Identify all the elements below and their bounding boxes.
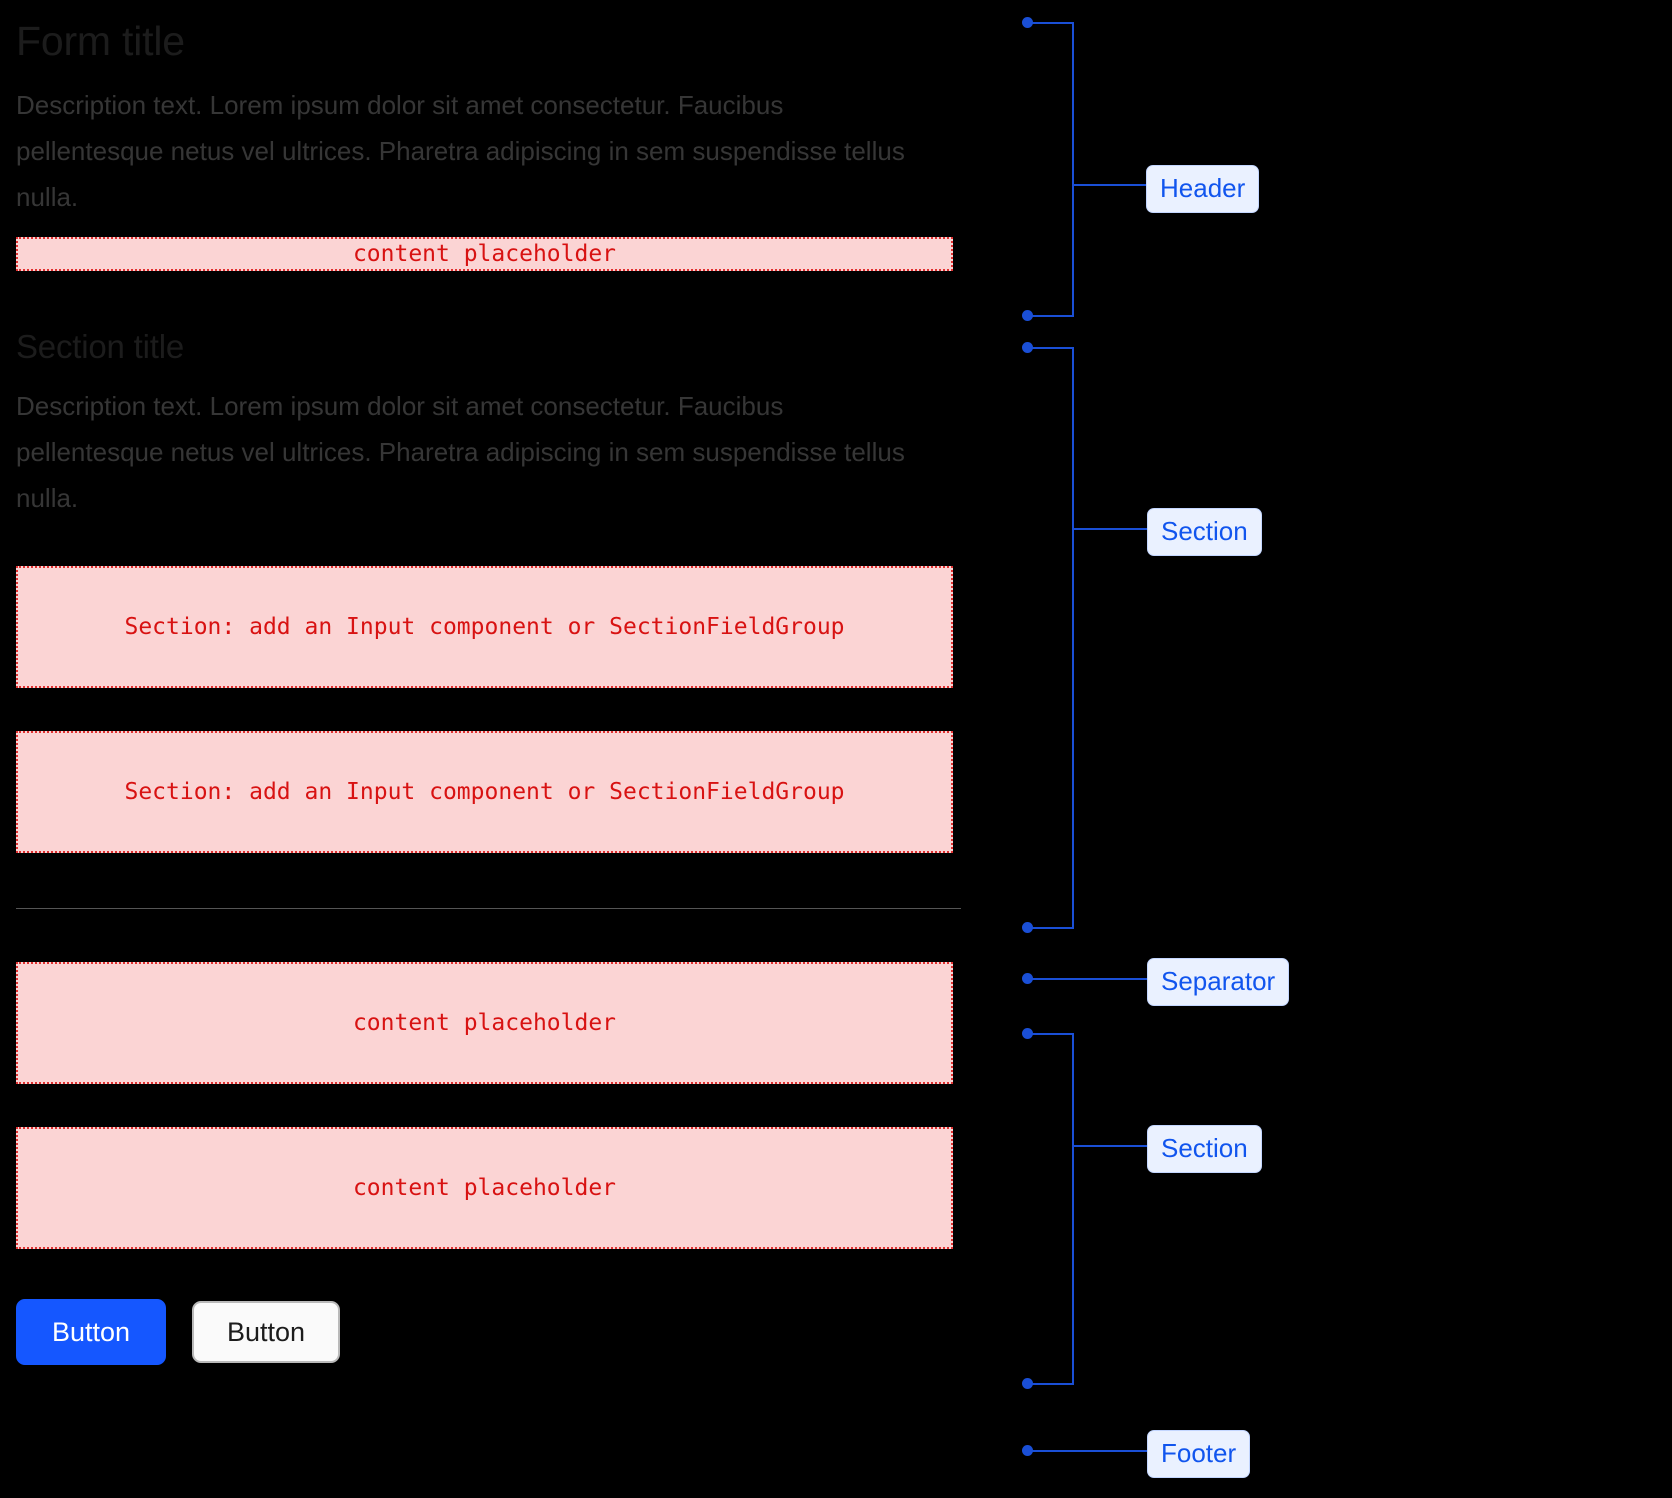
form-header-description: Description text. Lorem ipsum dolor sit amet consectetur. Faucibus pellentesque netus vel ultrices. Pharetra adipiscing in sem suspendisse tellus nulla.	[16, 90, 905, 212]
section-two-bracket-bottom-arm	[1028, 1383, 1074, 1385]
header-bracket-stem	[1072, 184, 1148, 186]
footer-callout-stem	[1028, 1450, 1148, 1452]
section-title: Section title	[16, 328, 184, 365]
section-one-placeholder-1: Section: add an Input component or SectionFieldGroup	[16, 566, 953, 688]
section-two-bracket-top-arm	[1028, 1033, 1074, 1035]
section-one-bracket-spine	[1072, 347, 1074, 929]
header-bracket-spine	[1072, 22, 1074, 317]
header-bracket-bottom-arm	[1028, 315, 1074, 317]
separator	[16, 908, 961, 909]
section-one-description: Description text. Lorem ipsum dolor sit amet consectetur. Faucibus pellentesque netus vel ultrices. Pharetra adipiscing in sem suspendisse tellus nulla.	[16, 391, 905, 513]
section-one-placeholder-2: Section: add an Input component or SectionFieldGroup	[16, 731, 953, 853]
secondary-button[interactable]: Button	[192, 1301, 340, 1363]
primary-button[interactable]: Button	[16, 1299, 166, 1365]
section-one-bracket-bottom-arm	[1028, 927, 1074, 929]
form-footer	[16, 1299, 1016, 1365]
section-one-bracket-top-arm	[1028, 347, 1074, 349]
section-two-placeholder-2: content placeholder	[16, 1127, 953, 1249]
form-section-two	[16, 962, 1016, 1249]
callout-separator: Separator	[1147, 958, 1289, 1006]
separator-callout-stem	[1028, 978, 1148, 980]
header-bracket-top-arm	[1028, 22, 1074, 24]
form-header-block	[16, 14, 1016, 271]
section-two-bracket-spine	[1072, 1033, 1074, 1385]
callout-footer: Footer	[1147, 1430, 1250, 1478]
callout-section-two: Section	[1147, 1125, 1262, 1173]
callout-section-one: Section	[1147, 508, 1262, 556]
form-section-one	[16, 325, 1016, 853]
section-two-placeholder-1: content placeholder	[16, 962, 953, 1084]
header-content-placeholder: content placeholder	[16, 237, 953, 271]
callout-header: Header	[1146, 165, 1259, 213]
form-anatomy	[16, 14, 1016, 1365]
section-two-bracket-stem	[1072, 1145, 1148, 1147]
page-title: Form title	[16, 18, 185, 64]
section-one-bracket-stem	[1072, 528, 1148, 530]
